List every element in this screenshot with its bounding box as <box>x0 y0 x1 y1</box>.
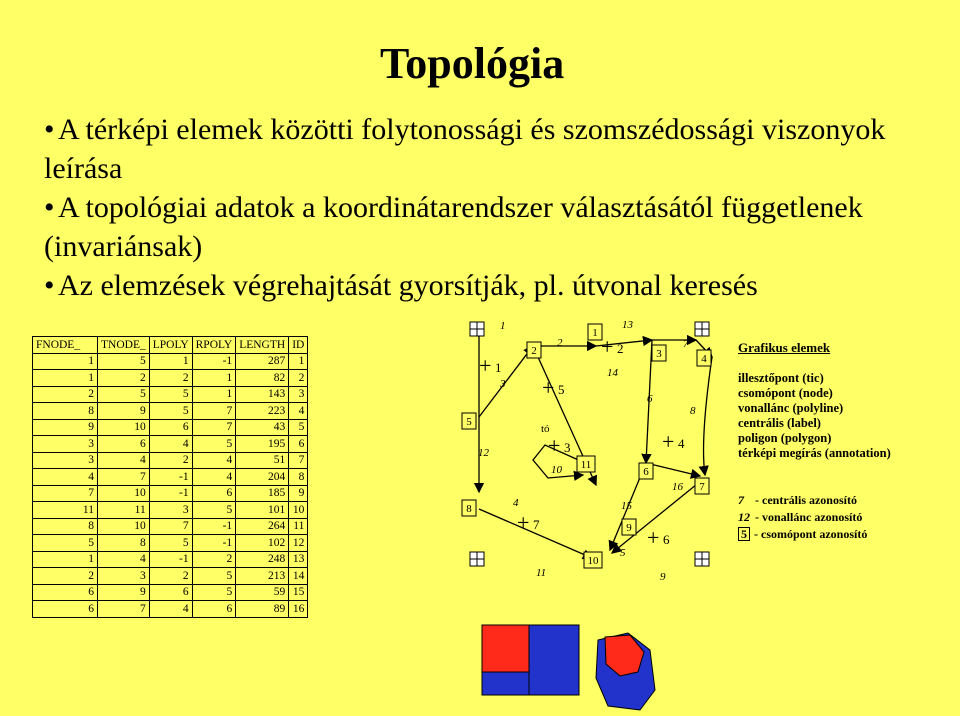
table-cell: -1 <box>149 551 192 568</box>
table-cell: 59 <box>236 584 289 601</box>
column-header: RPOLY <box>192 337 236 354</box>
svg-text:15: 15 <box>621 500 632 512</box>
table-cell: 5 <box>33 535 98 552</box>
table-cell: 1 <box>149 353 192 370</box>
node-2 <box>527 342 541 358</box>
centroid-2 <box>601 334 624 359</box>
svg-text:+: + <box>548 433 561 458</box>
svg-text:+: + <box>542 375 555 400</box>
bullet-item: • Az elemzések végrehajtását gyorsítják, pl. útvonal keresés <box>44 269 758 302</box>
svg-text:5: 5 <box>558 382 565 397</box>
table-cell: -1 <box>192 518 236 535</box>
table-cell: 102 <box>236 535 289 552</box>
svg-text:6: 6 <box>663 532 670 547</box>
table-cell: 4 <box>33 469 98 486</box>
table-cell: 7 <box>98 601 150 618</box>
legend-item: vonallánc (polyline) <box>738 401 844 415</box>
table-cell: 5 <box>149 535 192 552</box>
table-cell: 2 <box>149 370 192 387</box>
table-cell: 3 <box>98 568 150 585</box>
legend-item: poligon (polygon) <box>738 431 832 445</box>
blue-rect <box>529 625 579 695</box>
table-cell: 7 <box>33 485 98 502</box>
table-cell: 195 <box>236 436 289 453</box>
table-cell: 5 <box>192 502 236 519</box>
table-cell: 223 <box>236 403 289 420</box>
table-cell: 11 <box>33 502 98 519</box>
table-cell: 11 <box>98 502 150 519</box>
column-header: LPOLY <box>149 337 192 354</box>
table-cell: 10 <box>98 485 150 502</box>
svg-text:2: 2 <box>531 345 537 357</box>
table-cell: 4 <box>149 601 192 618</box>
svg-text:3: 3 <box>500 378 506 390</box>
node-11 <box>577 456 595 472</box>
table-cell: 7 <box>98 469 150 486</box>
svg-text:+: + <box>647 525 660 550</box>
annotation-lake: tó <box>541 423 550 435</box>
centroid-3 <box>548 433 571 458</box>
node-5 <box>462 413 476 429</box>
table-cell: 7 <box>192 419 236 436</box>
table-cell: 6 <box>192 601 236 618</box>
table-cell: 82 <box>236 370 289 387</box>
table-cell: 8 <box>98 535 150 552</box>
column-header: FNODE_ <box>33 337 98 354</box>
table-cell: 5 <box>192 584 236 601</box>
legend-item: illesztőpont (tic) <box>738 371 824 385</box>
bullet-item: • A térképi elemek közötti folytonossági és szomszédossági viszonyok leírása <box>44 113 886 185</box>
table-cell: 5 <box>149 386 192 403</box>
node-3 <box>652 345 666 361</box>
table-cell: 4 <box>149 436 192 453</box>
blue-rect <box>482 672 529 695</box>
tic-icon <box>470 552 484 566</box>
table-cell: 9 <box>98 584 150 601</box>
node-9 <box>622 519 636 535</box>
table-cell: 7 <box>289 452 308 469</box>
svg-text:7: 7 <box>683 338 689 350</box>
table-cell: 6 <box>33 584 98 601</box>
table-cell: 13 <box>289 551 308 568</box>
table-cell: 10 <box>98 518 150 535</box>
svg-text:+: + <box>662 429 675 454</box>
table-cell: 2 <box>289 370 308 387</box>
table-cell: 6 <box>149 584 192 601</box>
table-cell: 89 <box>236 601 289 618</box>
svg-text:14: 14 <box>607 367 618 379</box>
table-cell: -1 <box>149 469 192 486</box>
svg-text:2: 2 <box>557 337 563 349</box>
table-cell: 8 <box>289 469 308 486</box>
centroid-1 <box>479 353 502 378</box>
svg-text:+: + <box>601 334 614 359</box>
svg-text:10: 10 <box>551 464 562 476</box>
legend-item: térképi megírás (annotation) <box>738 446 891 460</box>
table-cell: 9 <box>98 403 150 420</box>
table-cell: 101 <box>236 502 289 519</box>
node-4 <box>697 350 711 366</box>
table-cell: 6 <box>149 419 192 436</box>
svg-text:1: 1 <box>592 327 598 339</box>
table-cell: 12 <box>289 535 308 552</box>
table-cell: 3 <box>33 452 98 469</box>
table-cell: 1 <box>33 551 98 568</box>
svg-text:+: + <box>517 510 530 535</box>
table-cell: 4 <box>98 452 150 469</box>
svg-text:3: 3 <box>656 348 662 360</box>
svg-text:11: 11 <box>580 459 592 471</box>
node-6 <box>639 463 653 479</box>
svg-text:10: 10 <box>587 555 599 567</box>
svg-text:1: 1 <box>495 360 502 375</box>
table-cell: 4 <box>192 452 236 469</box>
table-cell: 9 <box>289 485 308 502</box>
legend-key: 12 - vonallánc azonosító <box>738 510 863 524</box>
table-cell: 2 <box>33 568 98 585</box>
table-cell: 5 <box>98 353 150 370</box>
svg-text:5: 5 <box>466 416 472 428</box>
centroids <box>479 334 685 550</box>
svg-text:16: 16 <box>672 481 683 493</box>
table-cell: 5 <box>192 436 236 453</box>
svg-text:4: 4 <box>701 353 707 365</box>
table-cell: 204 <box>236 469 289 486</box>
table-cell: 213 <box>236 568 289 585</box>
tic-icon <box>695 552 709 566</box>
table-cell: -1 <box>192 535 236 552</box>
table-cell: 143 <box>236 386 289 403</box>
svg-text:8: 8 <box>690 405 696 417</box>
table-cell: 3 <box>149 502 192 519</box>
table-cell: 5 <box>289 419 308 436</box>
table-cell: 10 <box>98 419 150 436</box>
table-cell: 4 <box>98 551 150 568</box>
column-header: ID <box>289 337 308 354</box>
table-cell: 5 <box>98 386 150 403</box>
node-1 <box>588 324 602 340</box>
svg-text:1: 1 <box>500 320 506 332</box>
svg-text:7: 7 <box>533 517 540 532</box>
table-cell: -1 <box>149 485 192 502</box>
table-cell: 1 <box>33 370 98 387</box>
svg-text:9: 9 <box>660 571 666 583</box>
table-cell: 16 <box>289 601 308 618</box>
table-cell: 14 <box>289 568 308 585</box>
table-cell: 8 <box>33 403 98 420</box>
svg-text:12: 12 <box>478 447 489 459</box>
table-cell: 6 <box>289 436 308 453</box>
legend-title: Grafikus elemek <box>738 340 831 355</box>
svg-text:3: 3 <box>564 440 571 455</box>
table-cell: 15 <box>289 584 308 601</box>
legend-key: 5 - csomópont azonosító <box>738 526 867 543</box>
svg-text:2: 2 <box>617 341 624 356</box>
table-cell: 2 <box>149 452 192 469</box>
table-cell: -1 <box>192 353 236 370</box>
table-cell: 3 <box>289 386 308 403</box>
table-cell: 10 <box>289 502 308 519</box>
table-cell: 264 <box>236 518 289 535</box>
svg-text:6: 6 <box>647 393 653 405</box>
svg-text:4: 4 <box>513 497 519 509</box>
table-cell: 2 <box>98 370 150 387</box>
table-cell: 9 <box>33 419 98 436</box>
table-cell: 43 <box>236 419 289 436</box>
column-header: LENGTH <box>236 337 289 354</box>
table-cell: 1 <box>33 353 98 370</box>
legend-item: csomópont (node) <box>738 386 833 400</box>
centroid-6 <box>647 525 670 550</box>
table-cell: 8 <box>33 518 98 535</box>
table-cell: 1 <box>192 370 236 387</box>
table-cell: 2 <box>192 551 236 568</box>
table-cell: 1 <box>192 386 236 403</box>
table-cell: 5 <box>149 403 192 420</box>
table-cell: 4 <box>289 403 308 420</box>
svg-text:+: + <box>479 353 492 378</box>
svg-text:4: 4 <box>678 436 685 451</box>
table-cell: 3 <box>33 436 98 453</box>
page-title: Topológia <box>380 39 565 88</box>
tic-icon <box>695 322 709 336</box>
legend-key: 7 - centrális azonosító <box>738 493 857 507</box>
table-cell: 4 <box>192 469 236 486</box>
centroid-5 <box>542 375 565 400</box>
red-square <box>482 625 529 672</box>
node-10 <box>584 552 602 568</box>
table-cell: 51 <box>236 452 289 469</box>
table-cell: 185 <box>236 485 289 502</box>
svg-text:11: 11 <box>536 567 547 579</box>
table-cell: 7 <box>149 518 192 535</box>
table-cell: 7 <box>192 403 236 420</box>
svg-text:8: 8 <box>466 503 472 515</box>
legend-keys <box>738 492 867 543</box>
table-cell: 6 <box>33 601 98 618</box>
table-cell: 5 <box>192 568 236 585</box>
svg-text:5: 5 <box>620 547 626 559</box>
svg-text:13: 13 <box>622 319 633 331</box>
centroid-7 <box>517 510 540 535</box>
bullet-item: • A topológiai adatok a koordinátarendszer választásától függetlenek (invariánsak) <box>44 191 863 263</box>
svg-text:6: 6 <box>643 466 649 478</box>
table-cell: 287 <box>236 353 289 370</box>
svg-text:9: 9 <box>626 522 632 534</box>
tic-icon <box>470 322 484 336</box>
table-cell: 2 <box>33 386 98 403</box>
legend <box>738 340 891 461</box>
column-header: TNODE_ <box>98 337 150 354</box>
node-7 <box>695 478 709 494</box>
table-cell: 11 <box>289 518 308 535</box>
table-cell: 6 <box>192 485 236 502</box>
table-cell: 2 <box>149 568 192 585</box>
node-8 <box>462 500 476 516</box>
table-cell: 6 <box>98 436 150 453</box>
table-cell: 248 <box>236 551 289 568</box>
centroid-4 <box>662 429 685 454</box>
legend-item: centrális (label) <box>738 416 821 430</box>
table-cell: 1 <box>289 353 308 370</box>
svg-text:7: 7 <box>699 481 705 493</box>
